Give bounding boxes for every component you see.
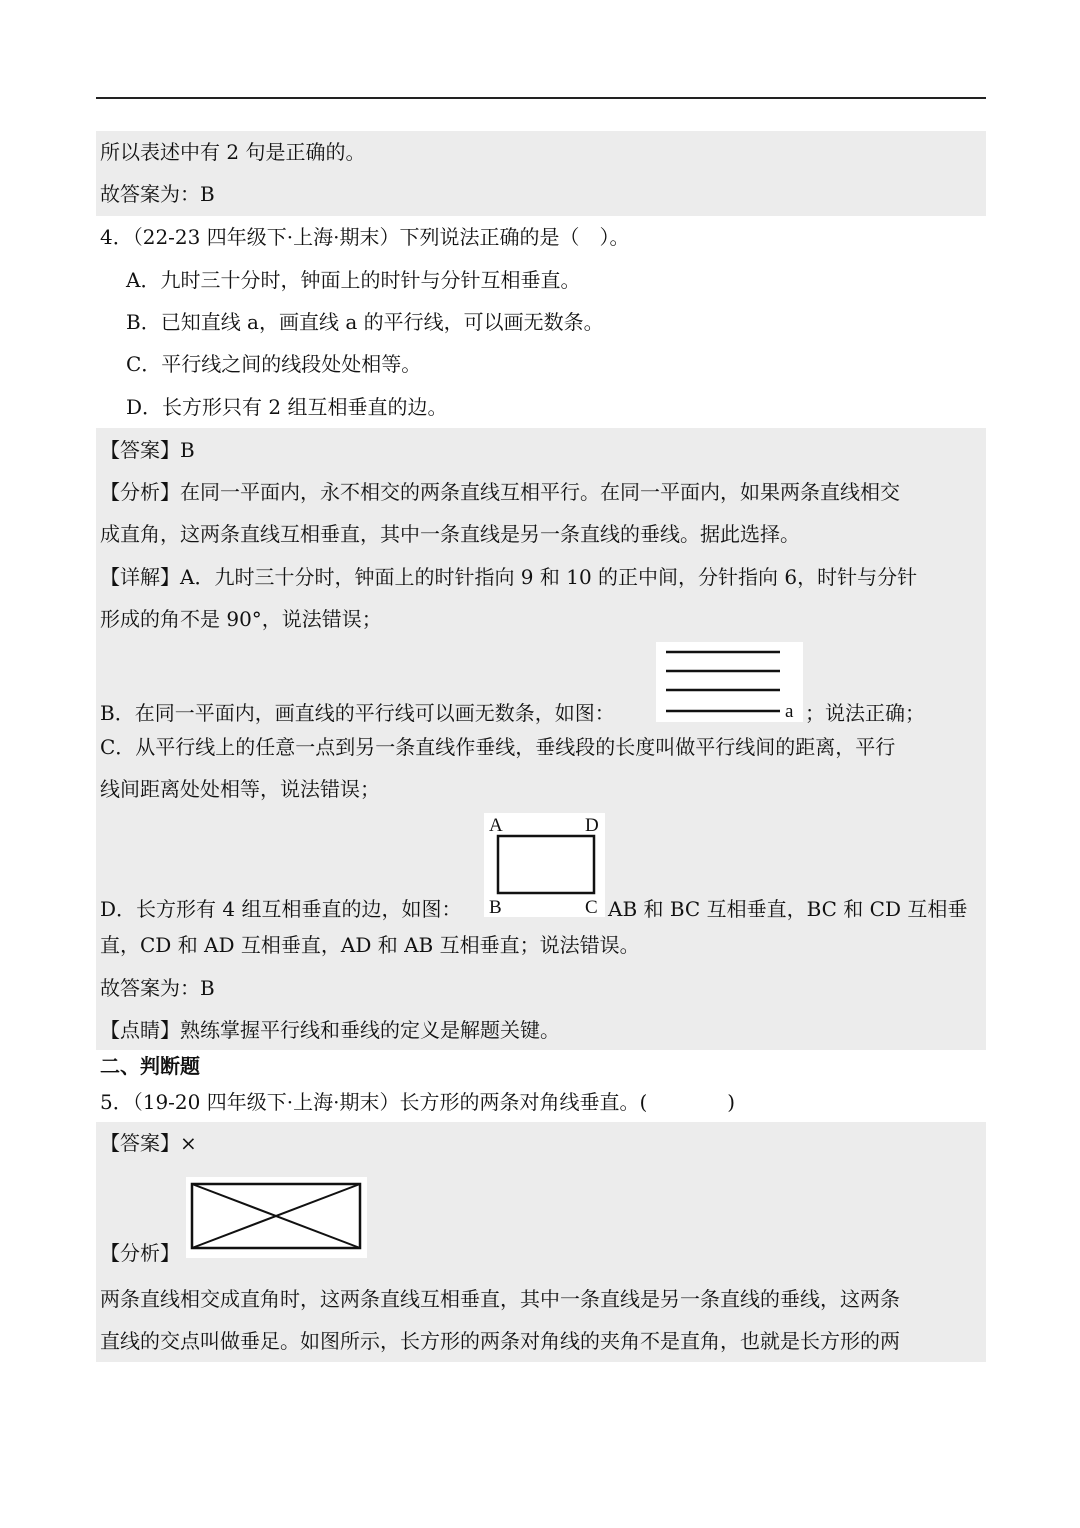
q5-analysis-label: 【分析】 <box>100 1241 180 1265</box>
q4-detail-c-line-2: 线间距离处处相等，说法错误； <box>100 777 380 801</box>
q4-detail-a-line-2: 形成的角不是 90°，说法错误； <box>100 607 382 631</box>
q5-stem: 5．（19-20 四年级下·上海·期末）长方形的两条对角线垂直。( ) <box>100 1090 736 1114</box>
q4-analysis-line-2: 成直角，这两条直线互相垂直，其中一条直线是另一条直线的垂线。据此选择。 <box>100 522 800 546</box>
prev-answer-line: 故答案为：B <box>100 182 215 206</box>
q5-text-line-1: 两条直线相交成直角时，这两条直线互相垂直，其中一条直线是另一条直线的垂线，这两条 <box>100 1287 900 1311</box>
q4-stem: 4．（22-23 四年级下·上海·期末）下列说法正确的是（ ）。 <box>100 225 630 249</box>
q4-option-d: D．长方形只有 2 组互相垂直的边。 <box>126 395 448 419</box>
q5-answer: 【答案】× <box>100 1131 197 1155</box>
vertex-d-label: D <box>585 815 599 836</box>
q4-comment: 【点睛】熟练掌握平行线和垂线的定义是解题关键。 <box>100 1018 560 1042</box>
vertex-b-label: B <box>489 897 502 917</box>
q4-detail-a-line-1: 【详解】A．九时三十分时，钟面上的时针指向 9 和 10 的正中间，分针指向 6，时针与分针 <box>100 565 918 589</box>
q4-detail-d-text: D．长方形有 4 组互相垂直的边，如图： <box>100 897 462 921</box>
q4-detail-d-line-2: 直，CD 和 AD 互相垂直，AD 和 AB 互相垂直；说法错误。 <box>100 933 640 957</box>
line-a-label: a <box>785 701 794 722</box>
q4-detail-b-result: ；说法正确； <box>805 701 925 725</box>
q4-detail-c-line-1: C．从平行线上的任意一点到另一条直线作垂线，垂线段的长度叫做平行线间的距离，平行 <box>100 735 896 759</box>
vertex-a-label: A <box>489 815 503 836</box>
q4-answer-line: 故答案为：B <box>100 976 215 1000</box>
vertex-c-label: C <box>585 897 598 917</box>
q5-text-line-2: 直线的交点叫做垂足。如图所示，长方形的两条对角线的夹角不是直角，也就是长方形的两 <box>100 1329 900 1353</box>
rectangle-abcd <box>498 836 594 893</box>
parallel-lines-figure <box>656 642 803 722</box>
rectangle-abcd-figure <box>484 813 605 917</box>
q4-detail-d-result: AB 和 BC 互相垂直，BC 和 CD 互相垂 <box>608 897 968 921</box>
prev-conclusion: 所以表述中有 2 句是正确的。 <box>100 140 366 164</box>
rectangle-diagonals-figure <box>186 1177 367 1258</box>
q4-detail-b-text: B．在同一平面内，画直线的平行线可以画无数条，如图： <box>100 701 615 725</box>
q4-option-a: A．九时三十分时，钟面上的时针与分针互相垂直。 <box>126 268 581 292</box>
q4-option-b: B．已知直线 a，画直线 a 的平行线，可以画无数条。 <box>126 310 604 334</box>
header-rule <box>96 97 986 99</box>
q4-analysis-line-1: 【分析】在同一平面内，永不相交的两条直线互相平行。在同一平面内，如果两条直线相交 <box>100 480 900 504</box>
section-title: 二、判断题 <box>100 1054 200 1078</box>
q4-answer: 【答案】B <box>100 438 195 462</box>
q4-option-c: C．平行线之间的线段处处相等。 <box>126 352 422 376</box>
